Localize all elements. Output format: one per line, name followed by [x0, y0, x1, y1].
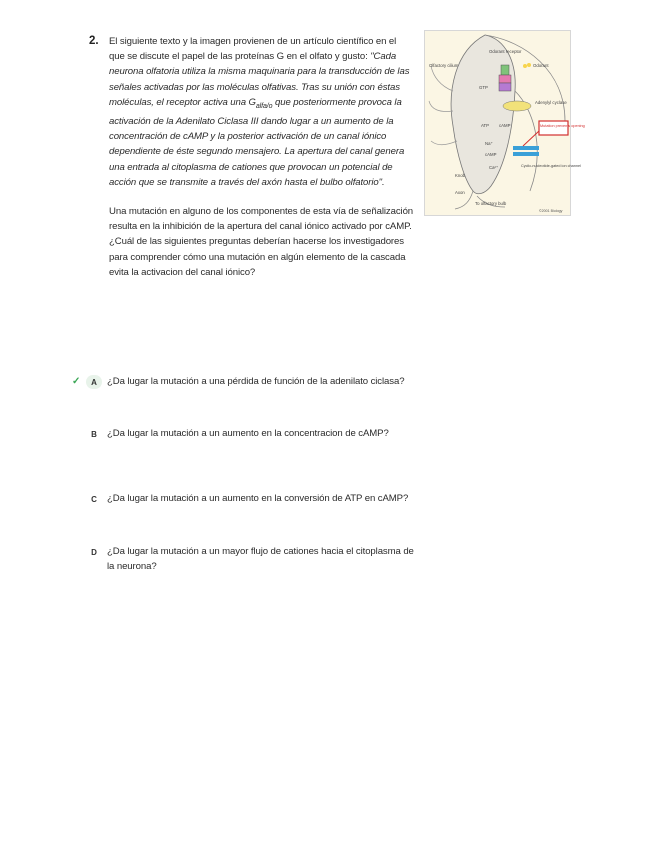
quote-subscript: alfa/o: [255, 102, 273, 110]
label-adenylyl-cyclase: Adenylyl cyclase: [535, 100, 567, 105]
quote-text-1: "Cada neurona olfatoria utiliza la misma maquinaria para la transducción de las señales activadas por las moléculas olfativas. Tras su unión con éstas moléculas, el receptor activa una G: [109, 51, 410, 108]
question-number: 2.: [89, 35, 99, 47]
option-letter: C: [91, 494, 97, 504]
label-gtp: GTP: [479, 85, 488, 90]
olfaction-figure: [424, 30, 585, 216]
label-ca: Ca²⁺: [489, 165, 499, 170]
option-b[interactable]: [72, 427, 422, 442]
option-letter: B: [91, 429, 97, 439]
label-camp-mid: cAMP: [485, 152, 497, 157]
label-knob: Knob: [455, 173, 466, 178]
stem-quote: [109, 51, 409, 188]
label-camp-top: cAMP: [499, 123, 511, 128]
option-letter: D: [91, 547, 97, 557]
option-letter: A: [86, 375, 102, 389]
adenylyl-cyclase-shape: [503, 101, 531, 111]
receptor-mid: [499, 75, 511, 83]
stem-paragraph-2: Una mutación en alguno de los componentes de esta vía de señalización resulta en la inhibición de la apertura del canal iónico activado por cAMP.: [109, 205, 414, 233]
receptor-top: [501, 65, 509, 75]
label-odorant: Odorant: [533, 63, 549, 68]
option-c[interactable]: [72, 492, 422, 507]
stem-paragraph-1: [109, 34, 414, 190]
channel-bar-2: [513, 152, 539, 156]
channel-bar-1: [513, 146, 539, 150]
label-na: Na⁺: [485, 141, 493, 146]
stem-paragraph-3: ¿Cuál de las siguientes preguntas deberían hacerse los investigadores para comprender cómo una mutación en algún elemento de la cascada evita la activacion del canal iónico?: [109, 236, 406, 278]
cell-membrane: [451, 35, 515, 194]
label-credit: ©2001 Biology: [539, 209, 563, 213]
option-d[interactable]: [72, 545, 422, 574]
receptor-low: [499, 83, 511, 91]
label-axon: Axon: [455, 190, 465, 195]
quote-text-2: que posteriormente provoca la activación de la Adenilato Ciclasa III dando lugar a un aumento de la concentración de cAMP y la posterior activación de un canal iónico dependiente de éste segundo mensajero. La apertura del canal genera una entrada al citoplasma de cationes que provocan un potencial de acción que se transmite a través del axón hasta el bulbo olfatorio".: [109, 96, 405, 188]
option-text: ¿Da lugar la mutación a un mayor flujo de cationes hacia el citoplasma de la neurona?: [107, 546, 414, 572]
olfaction-diagram: [425, 31, 585, 215]
odorant-dot: [523, 64, 527, 68]
stem-intro: El siguiente texto y la imagen provienen de un artículo científico en el que se discute el papel de las proteínas G en el olfato y gusto:: [109, 36, 397, 63]
label-mutation: Mutation prevents opening: [540, 124, 585, 128]
label-atp: ATP: [481, 123, 490, 128]
question-stem: [109, 34, 414, 280]
check-icon: ✓: [72, 376, 81, 387]
option-a[interactable]: [72, 375, 422, 390]
label-cyclic-channel: Cyclic-nucleotide-gated ion channel: [521, 164, 581, 168]
odorant-dot: [527, 63, 531, 67]
label-bulb: To olfactory bulb: [475, 201, 507, 206]
label-odorant-receptor: Odorant receptor: [489, 49, 522, 54]
option-text: ¿Da lugar la mutación a un aumento en la concentracion de cAMP?: [107, 428, 389, 439]
label-olfactory-cilium: Olfactory cilium: [429, 63, 459, 68]
option-text: ¿Da lugar la mutación a un aumento en la conversión de ATP en cAMP?: [107, 493, 409, 504]
option-text: ¿Da lugar la mutación a una pérdida de función de la adenilato ciclasa?: [107, 376, 405, 387]
